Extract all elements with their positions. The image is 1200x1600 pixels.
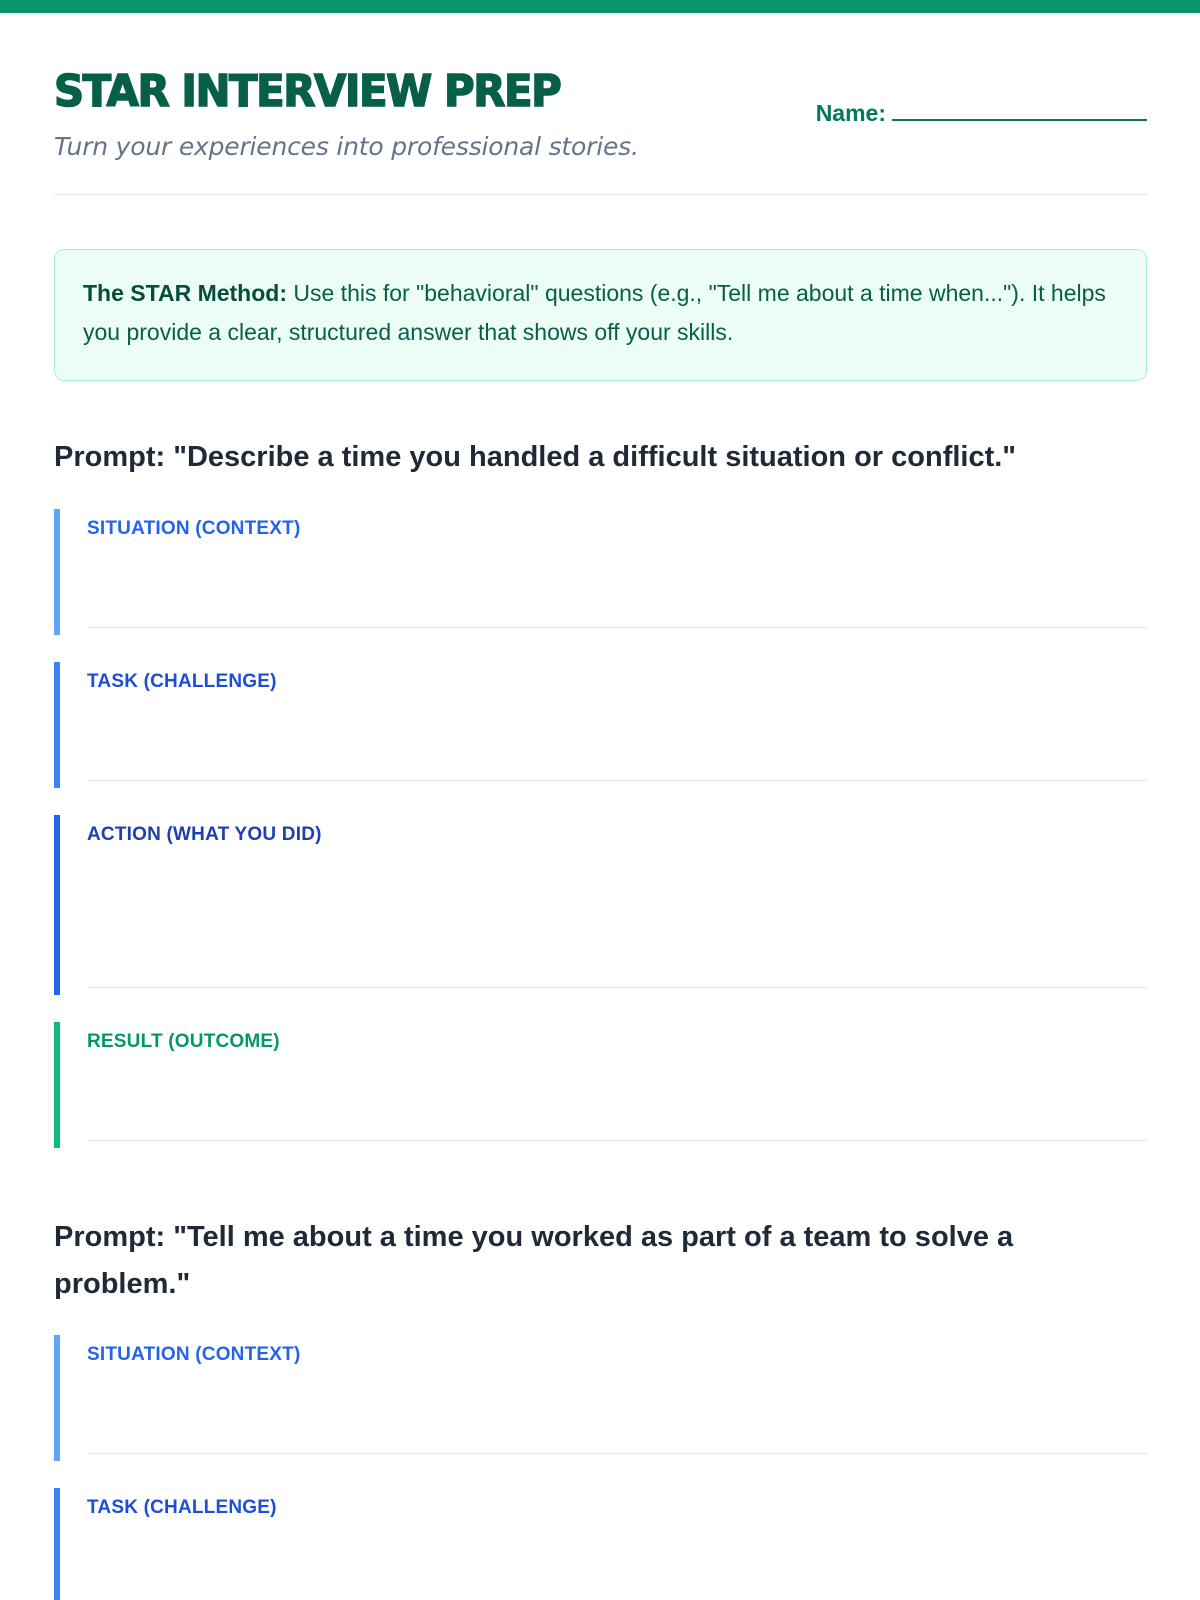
star-section-action (54, 815, 1147, 995)
name-field[interactable] (816, 100, 1147, 127)
section-label: SITUATION (CONTEXT) (87, 1344, 301, 1365)
prompt-heading: Prompt: "Tell me about a time you worked as part of a team to solve a problem." (54, 1221, 1014, 1300)
star-method-info-box (54, 249, 1147, 381)
answer-line[interactable] (87, 780, 1147, 781)
info-box-heading: The STAR Method: (83, 280, 287, 306)
section-label: TASK (CHALLENGE) (87, 1497, 277, 1518)
page-title: STAR INTERVIEW PREP (54, 66, 561, 117)
name-label: Name: (815, 100, 886, 126)
star-section-situation (54, 1335, 1147, 1461)
section-accent-bar (54, 1488, 60, 1600)
section-accent-bar (54, 1335, 60, 1461)
section-accent-bar (54, 662, 60, 788)
answer-line[interactable] (87, 1140, 1147, 1141)
section-accent-bar (54, 509, 60, 635)
star-section-task (54, 662, 1147, 788)
answer-line[interactable] (87, 627, 1147, 628)
top-accent-bar (0, 0, 1200, 13)
answer-line[interactable] (87, 987, 1147, 988)
worksheet-header (54, 60, 1147, 195)
star-section-situation (54, 509, 1147, 635)
star-section-task (54, 1488, 1147, 1600)
page-subtitle: Turn your experiences into professional stories. (54, 132, 639, 161)
prompt-heading: Prompt: "Describe a time you handled a difficult situation or conflict." (54, 441, 1017, 473)
star-section-result (54, 1022, 1147, 1148)
section-label: SITUATION (CONTEXT) (87, 518, 301, 539)
section-label: ACTION (WHAT YOU DID) (87, 824, 322, 845)
name-blank-line[interactable] (892, 101, 1147, 121)
info-box-text: Use this for "behavioral" questions (e.g., "Tell me about a time when..."). It helps you provide a clear, structured answer that shows off your skills. (83, 280, 1106, 345)
section-accent-bar (54, 815, 60, 995)
section-label: RESULT (OUTCOME) (87, 1031, 280, 1052)
section-label: TASK (CHALLENGE) (87, 671, 277, 692)
section-accent-bar (54, 1022, 60, 1148)
answer-line[interactable] (87, 1453, 1147, 1454)
